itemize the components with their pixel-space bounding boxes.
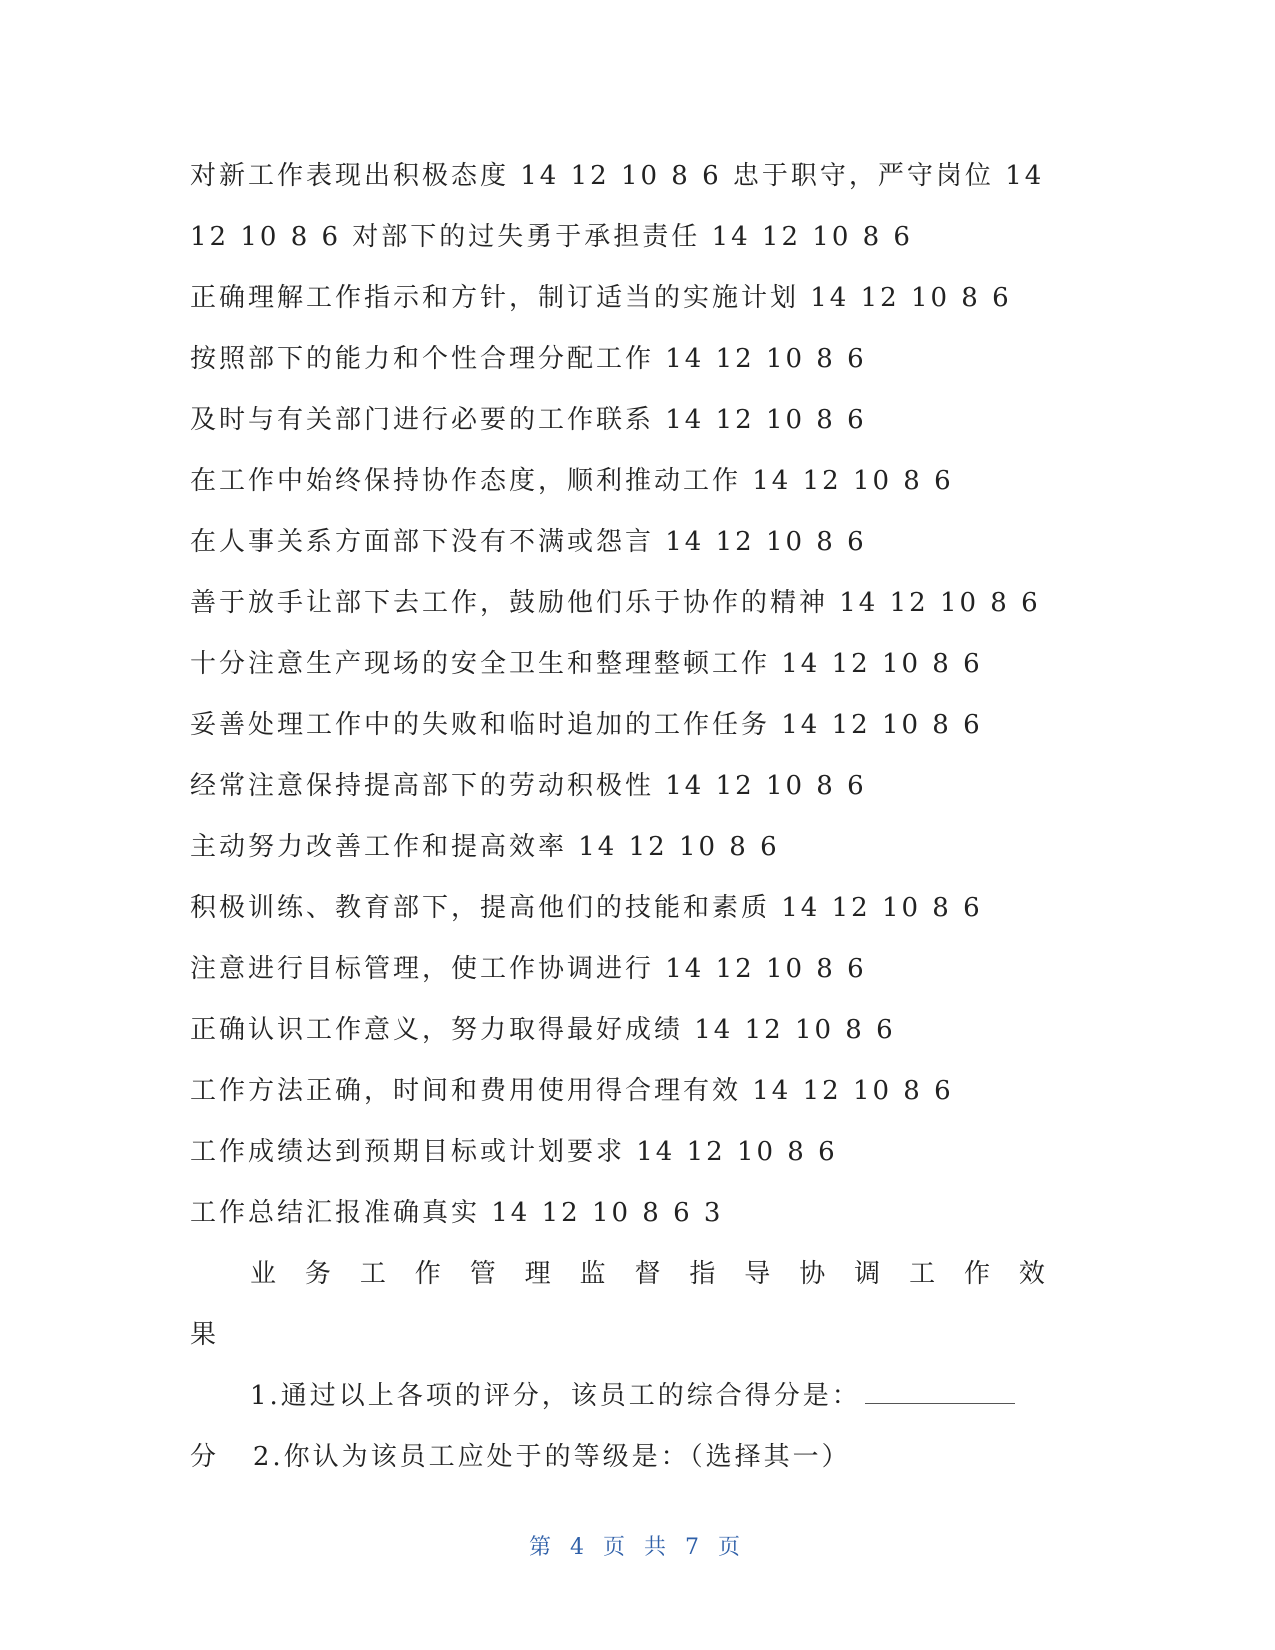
- section-heading-tail: 果: [190, 1320, 217, 1350]
- heading-char: 导: [744, 1259, 771, 1289]
- question-1-text: 1.通过以上各项的评分，该员工的综合得分是：: [250, 1381, 861, 1411]
- heading-char: 工: [909, 1259, 936, 1289]
- text-line: 正确理解工作指示和方针，制订适当的实施计划 14 12 10 8 6: [190, 283, 1012, 313]
- score-unit: 分: [190, 1442, 220, 1472]
- question-1: [190, 1366, 1090, 1427]
- heading-char: 调: [854, 1259, 881, 1289]
- page-number-footer: 第 4 页 共 7 页: [529, 1535, 746, 1560]
- heading-char: 督: [634, 1259, 661, 1289]
- heading-char: 监: [579, 1259, 606, 1289]
- heading-char: 务: [304, 1259, 331, 1289]
- text-line: 善于放手让部下去工作，鼓励他们乐于协作的精神 14 12 10 8 6: [190, 588, 1041, 618]
- heading-char: 作: [963, 1259, 990, 1289]
- text-line: 及时与有关部门进行必要的工作联系 14 12 10 8 6: [190, 405, 867, 435]
- heading-char: 协: [799, 1259, 826, 1289]
- text-line: 十分注意生产现场的安全卫生和整理整顿工作 14 12 10 8 6: [190, 649, 983, 679]
- text-line: 主动努力改善工作和提高效率 14 12 10 8 6: [190, 832, 780, 862]
- text-line: 按照部下的能力和个性合理分配工作 14 12 10 8 6: [190, 344, 867, 374]
- text-line: 经常注意保持提高部下的劳动积极性 14 12 10 8 6: [190, 771, 867, 801]
- heading-char: 效: [1018, 1259, 1045, 1289]
- document-body: [190, 146, 1090, 1488]
- text-line: 在人事关系方面部下没有不满或怨言 14 12 10 8 6: [190, 527, 867, 557]
- heading-char: 工: [359, 1259, 386, 1289]
- text-line: 工作方法正确，时间和费用使用得合理有效 14 12 10 8 6: [190, 1076, 954, 1106]
- text-line: 注意进行目标管理，使工作协调进行 14 12 10 8 6: [190, 954, 867, 984]
- text-line: 正确认识工作意义，努力取得最好成绩 14 12 10 8 6: [190, 1015, 896, 1045]
- heading-char: 管: [469, 1259, 496, 1289]
- section-heading: [190, 1244, 1045, 1305]
- text-line: 在工作中始终保持协作态度，顺利推动工作 14 12 10 8 6: [190, 466, 954, 496]
- heading-char: 作: [414, 1259, 441, 1289]
- question-2-line: [190, 1427, 1090, 1488]
- text-line: 对新工作表现出积极态度 14 12 10 8 6 忠于职守，严守岗位 14: [190, 161, 1045, 191]
- heading-char: 业: [250, 1259, 277, 1289]
- heading-char: 理: [524, 1259, 551, 1289]
- text-line: 妥善处理工作中的失败和临时追加的工作任务 14 12 10 8 6: [190, 710, 983, 740]
- text-line: 工作总结汇报准确真实 14 12 10 8 6 3: [190, 1198, 724, 1228]
- score-blank[interactable]: [865, 1381, 1015, 1404]
- heading-char: 指: [689, 1259, 716, 1289]
- text-line: 工作成绩达到预期目标或计划要求 14 12 10 8 6: [190, 1137, 838, 1167]
- question-2-text: 2.你认为该员工应处于的等级是：（选择其一）: [252, 1442, 851, 1472]
- text-line: 12 10 8 6 对部下的过失勇于承担责任 14 12 10 8 6: [190, 222, 913, 252]
- text-line: 积极训练、教育部下，提高他们的技能和素质 14 12 10 8 6: [190, 893, 983, 923]
